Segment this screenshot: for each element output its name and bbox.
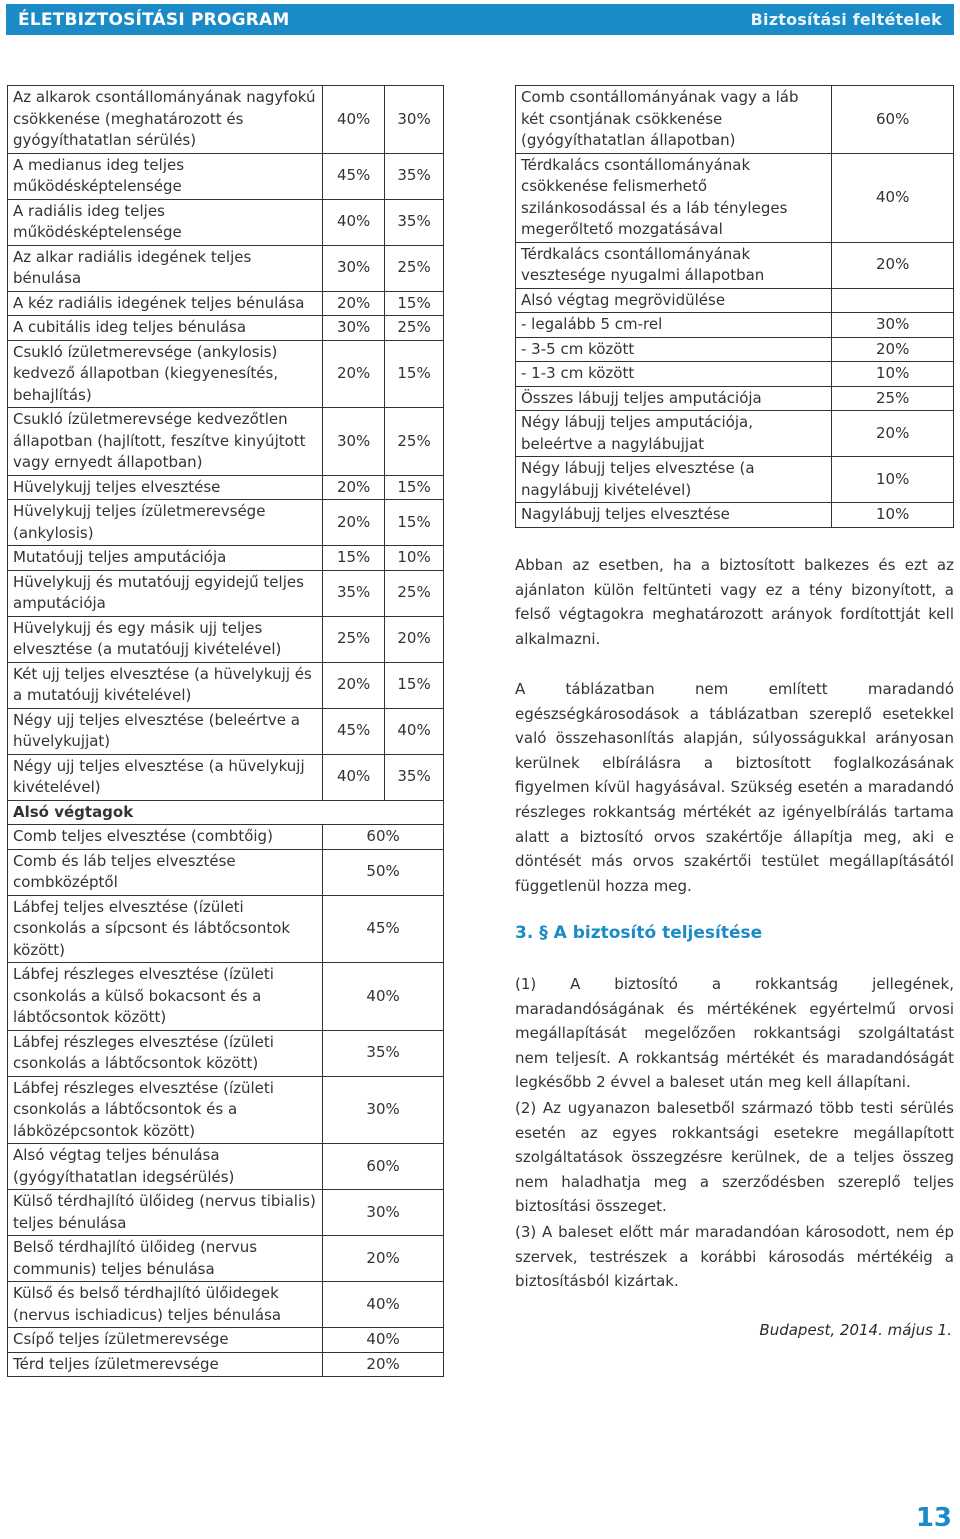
injury-percent: 25% — [832, 386, 954, 411]
injury-percent: 30% — [323, 1076, 444, 1144]
clause-2-paragraph: (2) Az ugyanazon balesetből származó több testi sérülés esetén az egyes rokkantsági esetekre megállapított szolgáltatások összegzésre kerülnek, de a teljes összeg nem haladhatja meg a szerződésben szereplő teljes biztosítási összeget. — [515, 1099, 954, 1216]
right-arm-percent: 40% — [323, 754, 385, 800]
injury-label: Csípő teljes ízületmerevsége — [8, 1328, 323, 1353]
injury-percent: 40% — [832, 153, 954, 242]
section-heading: 3. § A biztosító teljesítése — [515, 923, 763, 943]
injury-percent: 45% — [323, 895, 444, 963]
table-row — [8, 408, 444, 476]
injury-percent: 20% — [323, 1236, 444, 1282]
table-row — [8, 1236, 444, 1282]
right-arm-percent: 35% — [323, 570, 385, 616]
injury-label: Hüvelykujj és egy másik ujj teljes elvesztése (a mutatóujj kivételével) — [8, 616, 323, 662]
table-row — [8, 245, 444, 291]
injury-label: Az alkarok csontállományának nagyfokú csökkenése (meghatározott és gyógyíthatatlan sérülés) — [8, 86, 323, 154]
injury-percent: 10% — [832, 457, 954, 503]
section-title: Alsó végtagok — [8, 800, 444, 825]
injury-label: Csukló ízületmerevsége kedvezőtlen állapotban (hajlított, feszítve kinyújtott vagy ernyedt állapotban) — [8, 408, 323, 476]
injury-percent: 20% — [832, 242, 954, 288]
injury-label: Lábfej részleges elvesztése (ízületi csonkolás a lábtőcsontok között) — [8, 1030, 323, 1076]
injury-percent: 20% — [832, 337, 954, 362]
injury-percent: 40% — [323, 1282, 444, 1328]
table-row — [8, 754, 444, 800]
injury-percent: 60% — [323, 1144, 444, 1190]
right-arm-percent: 45% — [323, 153, 385, 199]
table-row — [8, 849, 444, 895]
right-arm-percent: 15% — [323, 546, 385, 571]
table-row — [8, 199, 444, 245]
right-arm-percent: 20% — [323, 662, 385, 708]
right-arm-percent: 45% — [323, 708, 385, 754]
injury-label: Négy ujj teljes elvesztése (beleértve a hüvelykujjat) — [8, 708, 323, 754]
table-row — [8, 708, 444, 754]
injury-label: Mutatóujj teljes amputációja — [8, 546, 323, 571]
table-row — [516, 86, 954, 154]
injury-percent: 10% — [832, 503, 954, 528]
table-row — [8, 1190, 444, 1236]
injury-label: Összes lábujj teljes amputációja — [516, 386, 832, 411]
injury-percent: 50% — [323, 849, 444, 895]
page-number: 13 — [915, 1503, 952, 1533]
injury-label: - legalább 5 cm-rel — [516, 313, 832, 338]
table-row — [8, 1352, 444, 1377]
section-row — [8, 800, 444, 825]
injury-label: Comb és láb teljes elvesztése combközéptől — [8, 849, 323, 895]
injury-label: Külső és belső térdhajlító ülőidegek (nervus ischiadicus) teljes bénulása — [8, 1282, 323, 1328]
table-row — [516, 288, 954, 313]
table-row — [8, 291, 444, 316]
left-arm-percent: 15% — [385, 340, 444, 408]
injury-label: Nagylábujj teljes elvesztése — [516, 503, 832, 528]
table-row — [8, 86, 444, 154]
table-row — [516, 242, 954, 288]
right-arm-percent: 30% — [323, 245, 385, 291]
left-arm-percent: 25% — [385, 570, 444, 616]
left-arm-percent: 15% — [385, 662, 444, 708]
right-arm-percent: 40% — [323, 199, 385, 245]
right-arm-percent: 30% — [323, 316, 385, 341]
left-arm-percent: 20% — [385, 616, 444, 662]
injury-percent: 30% — [323, 1190, 444, 1236]
upper-limb-table — [7, 85, 444, 1377]
injury-percent: 35% — [323, 1030, 444, 1076]
lower-limb-table-continued — [515, 85, 954, 528]
table-row — [8, 316, 444, 341]
table-row — [8, 1328, 444, 1353]
injury-label: Négy lábujj teljes elvesztése (a nagylábujj kivételével) — [516, 457, 832, 503]
table-row — [8, 1282, 444, 1328]
injury-label: A radiális ideg teljes működésképtelensége — [8, 199, 323, 245]
injury-label: Hüvelykujj és mutatóujj egyidejű teljes amputációja — [8, 570, 323, 616]
table-row — [8, 570, 444, 616]
injury-label: Külső térdhajlító ülőideg (nervus tibialis) teljes bénulása — [8, 1190, 323, 1236]
right-arm-percent: 20% — [323, 291, 385, 316]
injury-label: Térdkalács csontállományának vesztesége nyugalmi állapotban — [516, 242, 832, 288]
unlisted-damage-paragraph: A táblázatban nem említett maradandó egészségkárosodások a táblázatban szereplő esetekkel való összehasonlítás alapján, súlyosságukkal arányosan kerülnek elbírálásra a biztosított foglalkozásának figyelmen kívül hagyásával. Szükség esetén a maradandó részleges rokkantság mértékét az igényelbírálás tartama alatt a biztosító orvos szakértője állapítja meg, aki e döntését más orvos szakértői testület megállapításától függetlenül hozza meg. — [515, 680, 954, 895]
injury-label: Hüvelykujj teljes ízületmerevsége (ankylosis) — [8, 500, 323, 546]
right-arm-percent: 30% — [323, 408, 385, 476]
table-row — [516, 362, 954, 387]
table-row — [8, 500, 444, 546]
left-arm-percent: 35% — [385, 199, 444, 245]
injury-percent: 20% — [323, 1352, 444, 1377]
injury-label: Alsó végtag megrövidülése — [516, 288, 832, 313]
left-handed-paragraph: Abban az esetben, ha a biztosított balkezes és ezt az ajánlaton külön feltünteti vagy ez a tény bizonyított, a felső végtagokra meghatározott arányok fordítottját kell alkalmazni. — [515, 556, 954, 648]
left-arm-percent: 35% — [385, 754, 444, 800]
right-arm-percent: 25% — [323, 616, 385, 662]
right-arm-percent: 20% — [323, 340, 385, 408]
table-row — [8, 475, 444, 500]
injury-label: Belső térdhajlító ülőideg (nervus communis) teljes bénulása — [8, 1236, 323, 1282]
signature-date: Budapest, 2014. május 1. — [759, 1321, 952, 1339]
left-arm-percent: 15% — [385, 475, 444, 500]
injury-label: Csukló ízületmerevsége (ankylosis) kedvező állapotban (kiegyenesítés, behajlítás) — [8, 340, 323, 408]
right-arm-percent: 20% — [323, 500, 385, 546]
injury-label: A kéz radiális idegének teljes bénulása — [8, 291, 323, 316]
table-row — [8, 825, 444, 850]
left-arm-percent: 10% — [385, 546, 444, 571]
injury-label: Négy lábujj teljes amputációja, beleértve a nagylábujjat — [516, 411, 832, 457]
table-row — [8, 546, 444, 571]
table-row — [8, 1030, 444, 1076]
injury-label: Lábfej teljes elvesztése (ízületi csonkolás a sípcsont és lábtőcsontok között) — [8, 895, 323, 963]
table-row — [8, 1144, 444, 1190]
table-row — [516, 457, 954, 503]
clause-1-paragraph: (1) A biztosító a rokkantság jellegének, maradandóságának és mértékének egyértelmű orvosi megállapítását megelőzően rokkantsági szolgáltatást nem teljesít. A rokkantság mértékét és maradandóságát legkésőbb 2 évvel a baleset után meg kell állapítani. — [515, 975, 954, 1092]
table-row — [516, 313, 954, 338]
right-arm-percent: 40% — [323, 86, 385, 154]
injury-percent — [832, 288, 954, 313]
injury-label: Térd teljes ízületmerevsége — [8, 1352, 323, 1377]
left-arm-percent: 25% — [385, 245, 444, 291]
injury-label: Térdkalács csontállományának csökkenése felismerhető szilánkosodással és a láb tényleges megerőltető mozgatásával — [516, 153, 832, 242]
injury-label: A cubitális ideg teljes bénulása — [8, 316, 323, 341]
injury-label: Comb csontállományának vagy a láb két csontjának csökkenése (gyógyíthatatlan állapotban) — [516, 86, 832, 154]
left-arm-percent: 40% — [385, 708, 444, 754]
page-header — [6, 4, 954, 35]
injury-label: Két ujj teljes elvesztése (a hüvelykujj és a mutatóujj kivételével) — [8, 662, 323, 708]
table-row — [8, 662, 444, 708]
left-arm-percent: 15% — [385, 291, 444, 316]
injury-percent: 40% — [323, 1328, 444, 1353]
table-row — [8, 153, 444, 199]
table-row — [8, 895, 444, 963]
injury-percent: 30% — [832, 313, 954, 338]
injury-percent: 60% — [832, 86, 954, 154]
injury-label: Comb teljes elvesztése (combtőig) — [8, 825, 323, 850]
injury-percent: 60% — [323, 825, 444, 850]
table-row — [8, 963, 444, 1031]
injury-label: Alsó végtag teljes bénulása (gyógyíthatatlan idegsérülés) — [8, 1144, 323, 1190]
injury-percent: 10% — [832, 362, 954, 387]
table-row — [516, 411, 954, 457]
injury-label: - 1-3 cm között — [516, 362, 832, 387]
document-type: Biztosítási feltételek — [750, 10, 942, 29]
clause-3-paragraph: (3) A baleset előtt már maradandóan károsodott, nem ép szervek, testrészek a korábbi károsodás mértékéig a biztosításból kizártak. — [515, 1223, 954, 1291]
injury-percent: 20% — [832, 411, 954, 457]
injury-label: Lábfej részleges elvesztése (ízületi csonkolás a lábtőcsontok és a lábközépcsontok között) — [8, 1076, 323, 1144]
table-row — [516, 503, 954, 528]
table-row — [516, 337, 954, 362]
table-row — [8, 1076, 444, 1144]
left-arm-percent: 25% — [385, 316, 444, 341]
injury-label: Négy ujj teljes elvesztése (a hüvelykujj kivételével) — [8, 754, 323, 800]
injury-label: - 3-5 cm között — [516, 337, 832, 362]
table-row — [516, 386, 954, 411]
injury-label: Lábfej részleges elvesztése (ízületi csonkolás a külső bokacsont és a lábtőcsontok között) — [8, 963, 323, 1031]
left-arm-percent: 30% — [385, 86, 444, 154]
injury-label: Az alkar radiális idegének teljes bénulása — [8, 245, 323, 291]
injury-label: A medianus ideg teljes működésképtelensége — [8, 153, 323, 199]
right-arm-percent: 20% — [323, 475, 385, 500]
injury-percent: 40% — [323, 963, 444, 1031]
injury-label: Hüvelykujj teljes elvesztése — [8, 475, 323, 500]
table-row — [8, 340, 444, 408]
program-title: ÉLETBIZTOSÍTÁSI PROGRAM — [18, 9, 290, 30]
table-row — [516, 153, 954, 242]
left-arm-percent: 15% — [385, 500, 444, 546]
table-row — [8, 616, 444, 662]
left-arm-percent: 25% — [385, 408, 444, 476]
left-arm-percent: 35% — [385, 153, 444, 199]
